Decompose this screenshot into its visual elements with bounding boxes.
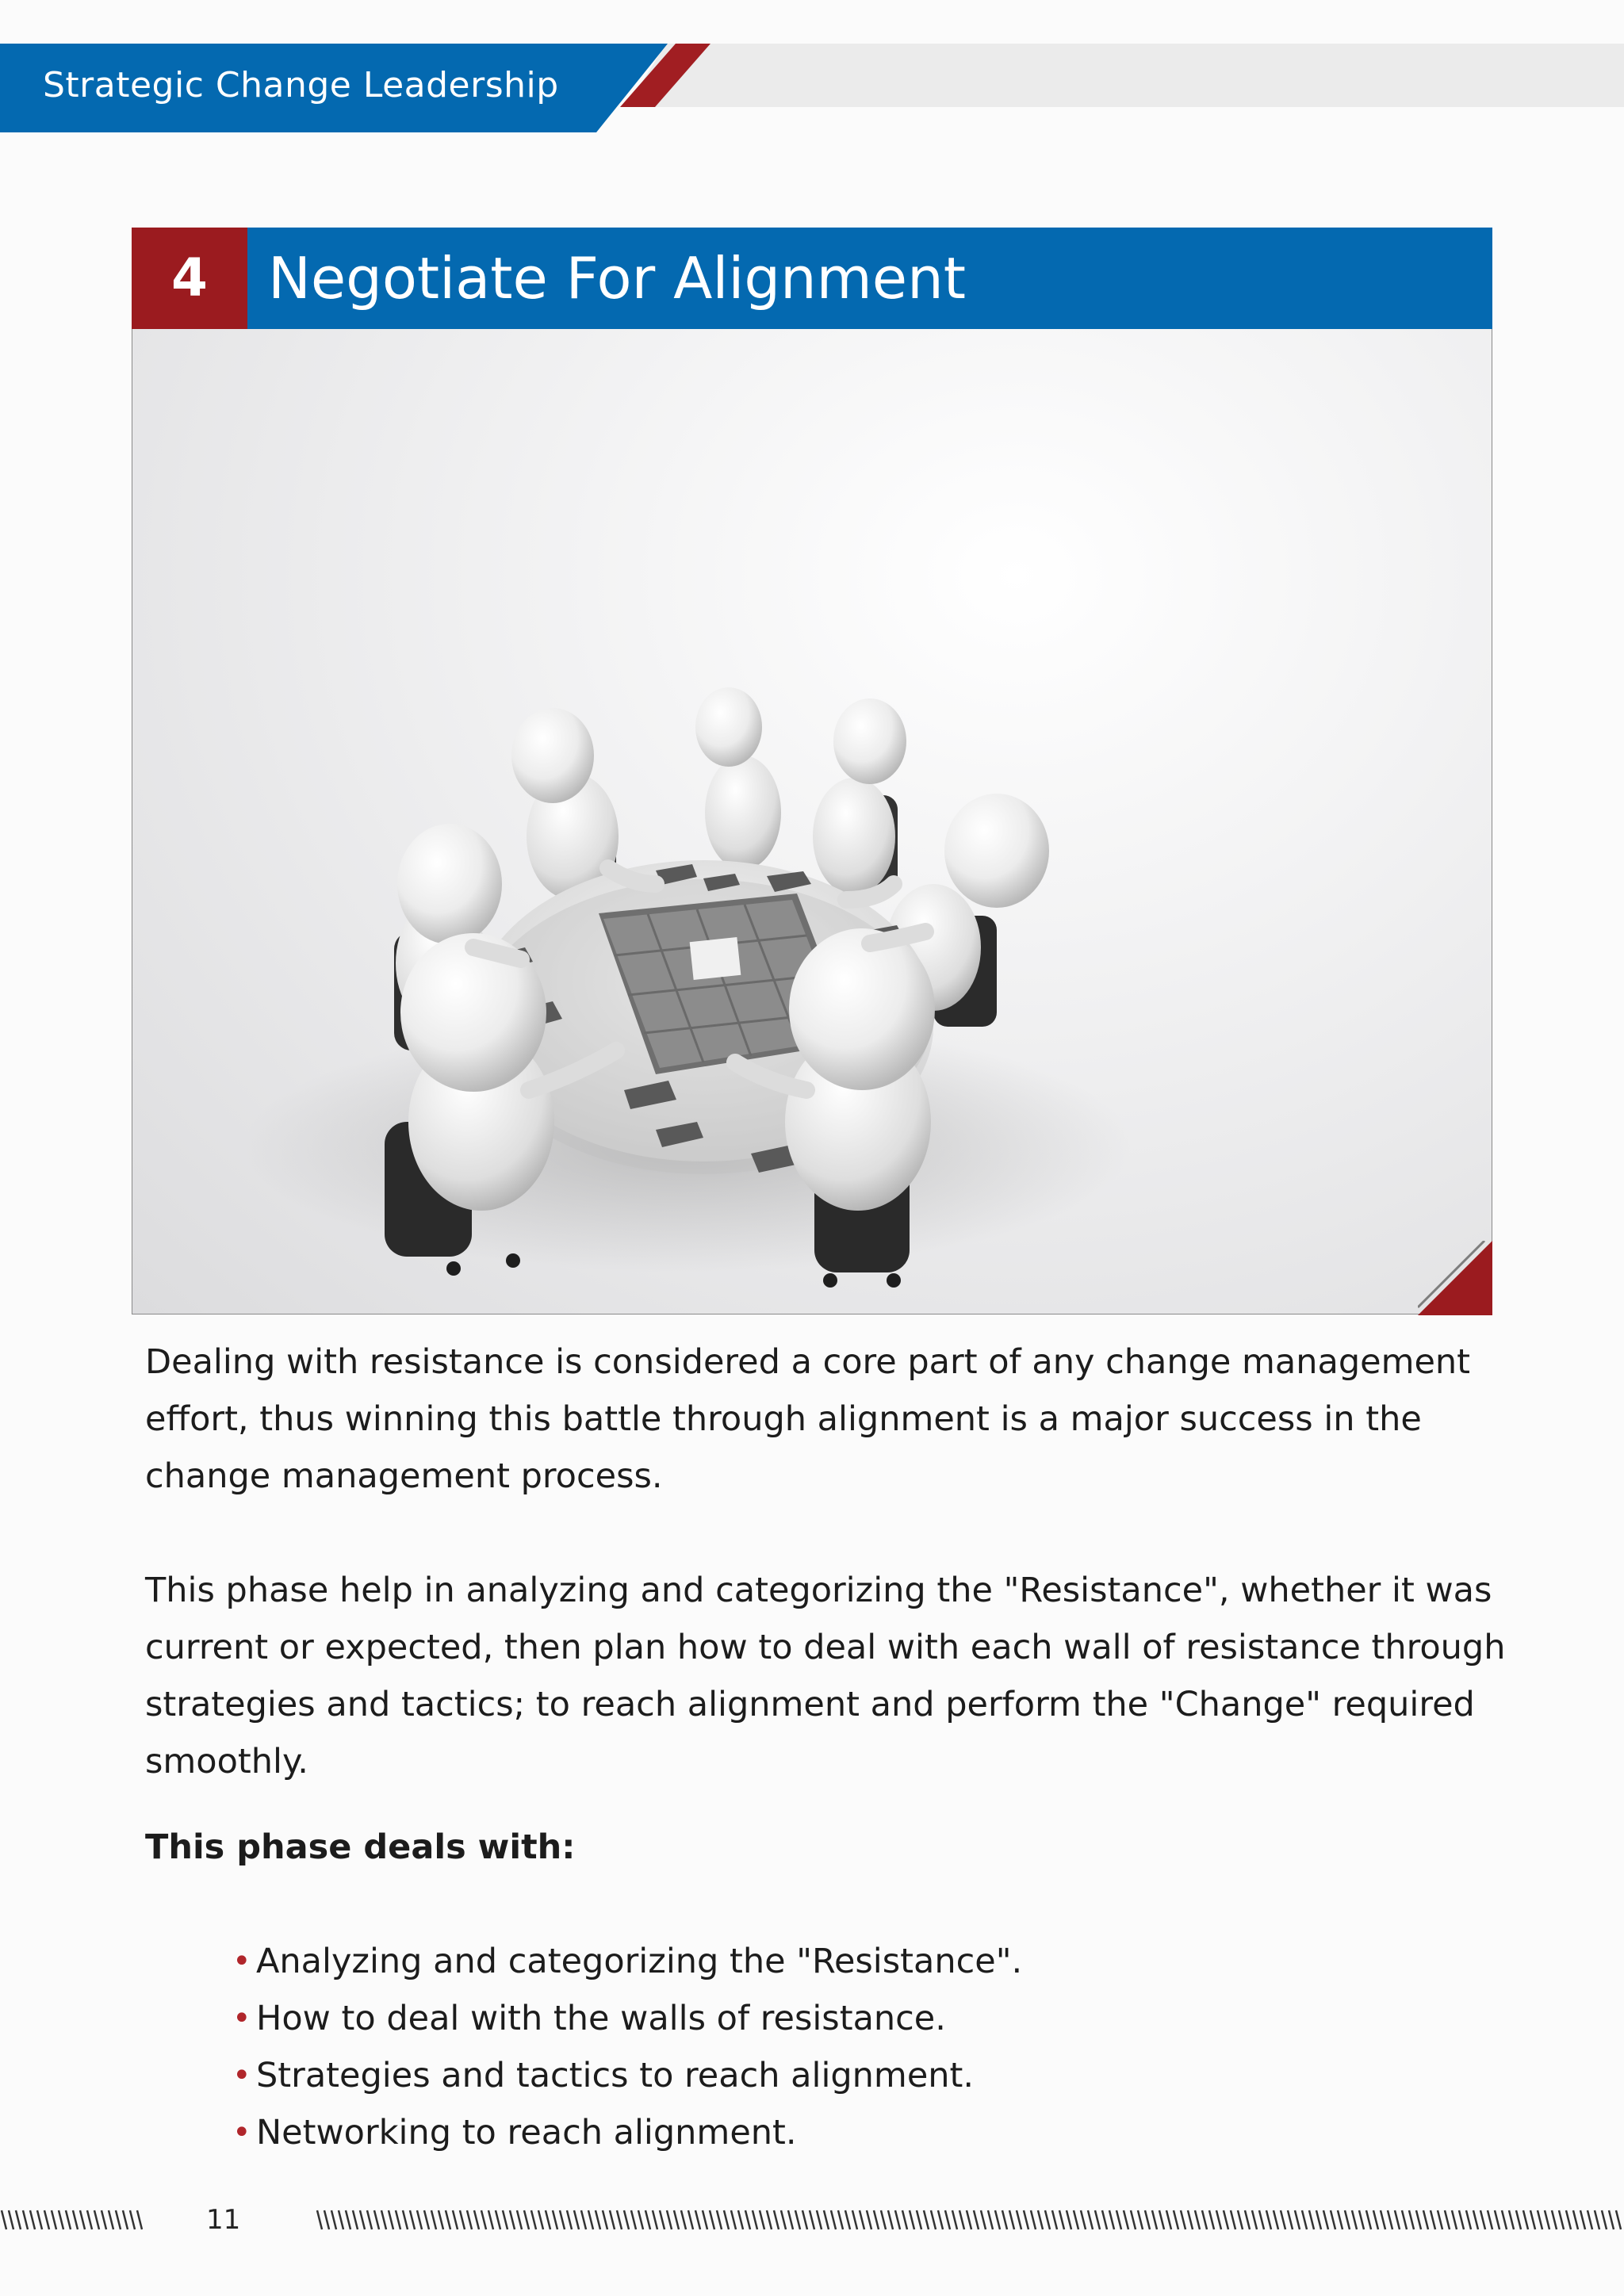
list-item — [232, 1990, 1509, 2047]
list-item — [232, 1933, 1509, 1990]
footer-hatch-left-graphic — [0, 2204, 143, 2236]
list-item — [232, 2047, 1509, 2104]
deals-heading: This phase deals with: — [145, 1827, 576, 1867]
list-item-text: How to deal with the walls of resistance. — [256, 1999, 946, 2038]
bullet-icon: • — [232, 1943, 251, 1980]
list-item-text: Networking to reach alignment. — [256, 2113, 797, 2152]
document-title: Strategic Change Leadership — [43, 65, 559, 105]
section-body — [145, 1334, 1509, 2161]
intro-paragraph: Dealing with resistance is considered a core part of any change management effort, thus winning this battle through alignment is a major success in the change management process. — [145, 1342, 1471, 1496]
bullet-icon: • — [232, 2057, 251, 2094]
section-title: Negotiate For Alignment — [268, 245, 966, 312]
teamwork-puzzle-table-illustration — [132, 329, 1492, 1314]
phase-description-paragraph: This phase help in analyzing and categorizing the "Resistance", whether it was current or expected, then plan how to deal with each wall of resistance through strategies and tactics; to reach alignment and perform the "Change" required smoothly. — [145, 1571, 1506, 1781]
section-illustration — [132, 329, 1492, 1314]
bullet-icon: • — [232, 2114, 251, 2151]
list-item — [232, 2104, 1509, 2161]
bullet-icon: • — [232, 2000, 251, 2037]
list-item-text: Strategies and tactics to reach alignment. — [256, 2056, 975, 2095]
footer-hatch-right-graphic — [316, 2204, 1624, 2236]
page-footer — [0, 2204, 1624, 2236]
corner-accent-graphic — [1418, 1241, 1492, 1315]
list-item-text: Analyzing and categorizing the "Resistance". — [256, 1942, 1023, 1981]
section-number-badge: 4 — [132, 228, 247, 329]
section-title-bar — [132, 228, 1492, 329]
deals-list — [145, 1933, 1509, 2161]
page-header — [0, 44, 1624, 132]
page-number: 11 — [206, 2204, 241, 2236]
section-card — [132, 228, 1492, 1315]
